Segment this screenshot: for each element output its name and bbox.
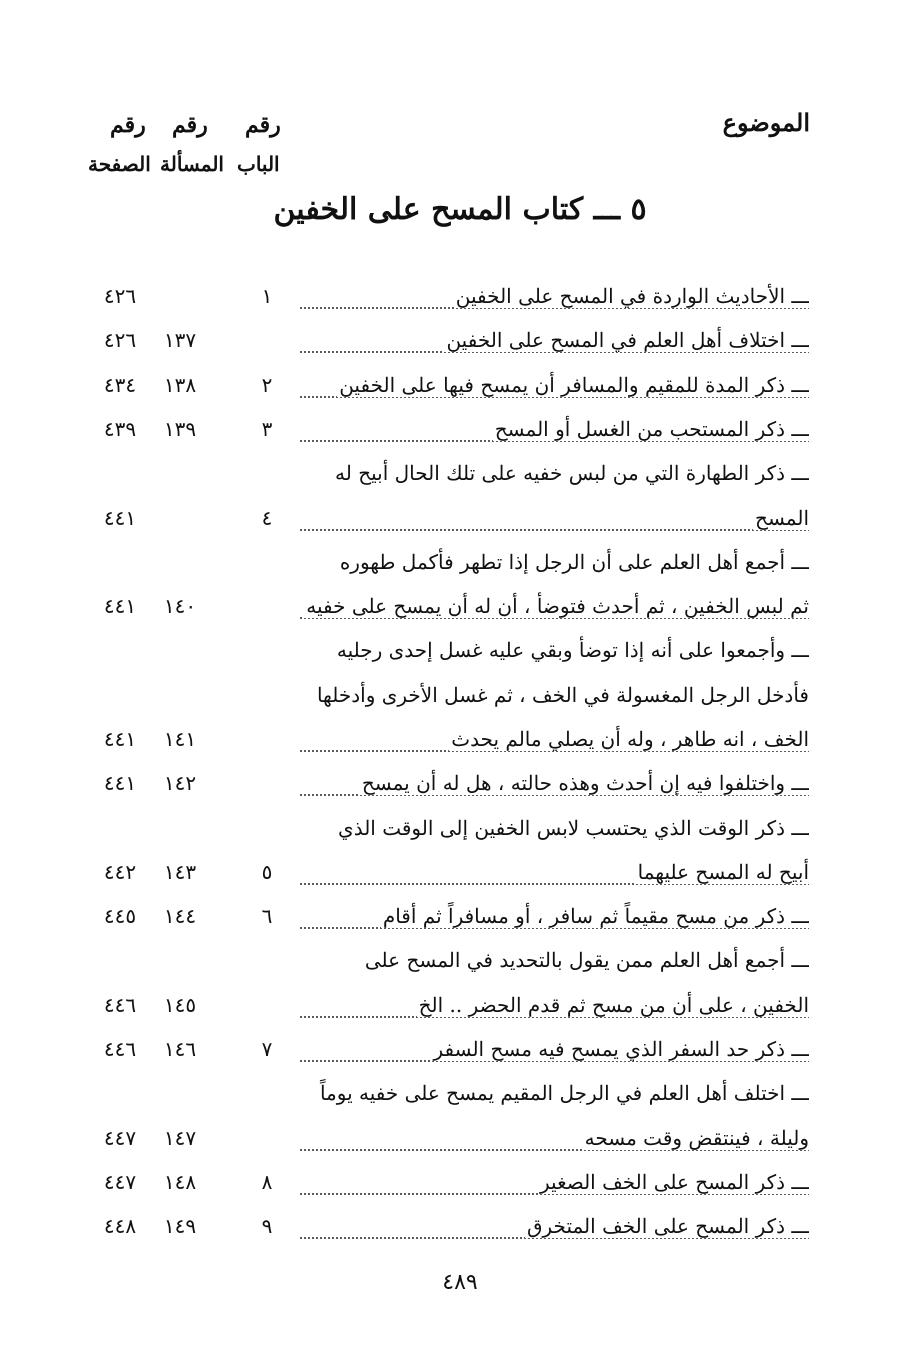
entry-text: ثم لبس الخفين ، ثم أحدث فتوضأ ، أن له أن يمسح على خفيه	[306, 594, 809, 618]
entry-text-line	[299, 1033, 809, 1065]
entry-masala-number: ١٤٤	[163, 904, 197, 928]
entry-text-line	[299, 457, 809, 489]
entry-bab-number: ١	[261, 284, 273, 308]
entry-page-number: ٤٤١	[103, 727, 137, 751]
entry-masala-number: ١٤٠	[163, 594, 197, 618]
entry-text-line	[299, 1122, 809, 1154]
entry-masala-number: ١٤٣	[163, 860, 197, 884]
entry-text: وليلة ، فينتقض وقت مسحه	[584, 1126, 809, 1150]
entry-masala-number: ١٤١	[163, 727, 197, 751]
entry-text: ـــ ذكر المدة للمقيم والمسافر أن يمسح فيها على الخفين	[339, 373, 809, 397]
entry-bab-number	[237, 590, 297, 622]
entry-text: ـــ ذكر حد السفر الذي يمسح فيه مسح السفر	[433, 1037, 809, 1061]
entry-page-number: ٤٤٦	[103, 993, 137, 1017]
entry-text: الخف ، انه طاهر ، وله أن يصلي مالم يحدث	[451, 727, 809, 751]
entry-masala-number: ١٤٢	[163, 771, 197, 795]
entry-text: ـــ ذكر المسح على الخف المتخرق	[527, 1214, 809, 1238]
entry-text-line	[299, 856, 809, 888]
entry-text-line	[299, 280, 809, 312]
entry-text-line	[299, 944, 809, 976]
entry-text: ـــ واختلفوا فيه إن أحدث وهذه حالته ، هل له أن يمسح	[361, 771, 809, 795]
entry-masala-number: ١٤٥	[163, 993, 197, 1017]
entry-text-line	[299, 989, 809, 1021]
entry-text: ـــ اختلاف أهل العلم في المسح على الخفين	[446, 328, 809, 352]
entry-page-number: ٤٤١	[103, 594, 137, 618]
entry-bab-number	[237, 767, 297, 799]
entry-page-number: ٤٤٧	[103, 1126, 137, 1150]
entry-page-number: ٤٤٥	[103, 904, 137, 928]
entry-page-number: ٤٢٦	[103, 284, 137, 308]
entry-text-line	[299, 546, 809, 578]
entry-bab-number: ٤	[261, 506, 273, 530]
entry-page-number: ٤٣٤	[103, 373, 137, 397]
entry-text-line	[299, 1166, 809, 1198]
entry-text: ـــ ذكر من مسح مقيماً ثم سافر ، أو مسافراً ثم أقام	[382, 904, 809, 928]
entry-page-number: ٤٤٨	[103, 1214, 137, 1238]
entry-masala-number: ١٤٧	[163, 1126, 197, 1150]
entry-bab-number: ٦	[261, 904, 273, 928]
entry-text: فأدخل الرجل المغسولة في الخف ، ثم غسل الأخرى وأدخلها	[316, 683, 809, 707]
entry-text-line	[299, 1210, 809, 1242]
entry-masala-number	[150, 502, 210, 534]
entry-bab-number: ٨	[261, 1170, 273, 1194]
entry-text-line	[299, 767, 809, 799]
entry-bab-number	[237, 1122, 297, 1154]
entry-bab-number: ٢	[261, 373, 273, 397]
entry-bab-number: ٧	[261, 1037, 273, 1061]
entry-text: ـــ ذكر المستحب من الغسل أو المسح	[494, 417, 809, 441]
entry-masala-number	[150, 280, 210, 312]
entry-text-line	[299, 590, 809, 622]
entry-text: ـــ أجمع أهل العلم على أن الرجل إذا تطهر فأكمل طهوره	[339, 550, 809, 574]
entry-text-line	[299, 900, 809, 932]
page-number: ٤٨٩	[442, 1270, 478, 1295]
entry-text: المسح	[755, 506, 809, 530]
entry-text-line	[299, 634, 809, 666]
entry-page-number: ٤٤٧	[103, 1170, 137, 1194]
entry-text-line	[299, 324, 809, 356]
entry-text-line	[299, 679, 809, 711]
entry-text: ـــ ذكر المسح على الخف الصغير	[540, 1170, 809, 1194]
entry-bab-number	[237, 989, 297, 1021]
column-header-topic: الموضوع	[722, 108, 810, 137]
entry-page-number: ٤٣٩	[103, 417, 137, 441]
entry-text-line	[299, 502, 809, 534]
entry-bab-number: ٥	[261, 860, 273, 884]
entry-masala-number: ١٣٨	[163, 373, 197, 397]
entry-text: ـــ الأحاديث الواردة في المسح على الخفين	[455, 284, 809, 308]
entry-text: ـــ ذكر الوقت الذي يحتسب لابس الخفين إلى الوقت الذي	[338, 816, 809, 840]
entry-page-number: ٤٤١	[103, 506, 137, 530]
entry-masala-number: ١٣٧	[163, 328, 197, 352]
entry-masala-number: ١٤٦	[163, 1037, 197, 1061]
entry-text-line	[299, 812, 809, 844]
entry-text: ـــ وأجمعوا على أنه إذا توضأ وبقي عليه غسل إحدى رجليه	[336, 638, 809, 662]
entry-bab-number: ٣	[261, 417, 273, 441]
column-header-masala: المسألة	[160, 152, 224, 176]
entry-bab-number: ٩	[261, 1214, 273, 1238]
entry-bab-number	[237, 723, 297, 755]
entry-text: ـــ أجمع أهل العلم ممن يقول بالتحديد في المسح على	[364, 948, 809, 972]
entry-text-line	[299, 369, 809, 401]
section-title: ٥ ـــ كتاب المسح على الخفين	[273, 192, 647, 227]
entry-masala-number: ١٤٨	[163, 1170, 197, 1194]
column-header-raqm-bab: رقم	[245, 112, 281, 138]
entry-text-line	[299, 1077, 809, 1109]
entry-page-number: ٤٤٦	[103, 1037, 137, 1061]
entry-bab-number	[237, 324, 297, 356]
entry-masala-number: ١٣٩	[163, 417, 197, 441]
entry-masala-number: ١٤٩	[163, 1214, 197, 1238]
column-header-raqm-safha: رقم	[110, 112, 146, 138]
entry-text-line	[299, 723, 809, 755]
column-header-safha: الصفحة	[88, 152, 151, 176]
column-header-raqm-masala: رقم	[172, 112, 208, 138]
entry-text-line	[299, 413, 809, 445]
entry-text: أبيح له المسح عليهما	[637, 860, 809, 884]
entry-page-number: ٤٤٢	[103, 860, 137, 884]
entry-page-number: ٤٤١	[103, 771, 137, 795]
entry-text: ـــ ذكر الطهارة التي من لبس خفيه على تلك الحال أبيح له	[335, 461, 809, 485]
entry-text: الخفين ، على أن من مسح ثم قدم الحضر .. الخ	[418, 993, 809, 1017]
entry-page-number: ٤٢٦	[103, 328, 137, 352]
column-header-bab: الباب	[237, 152, 280, 176]
entry-text: ـــ اختلف أهل العلم في الرجل المقيم يمسح على خفيه يوماً	[319, 1081, 809, 1105]
